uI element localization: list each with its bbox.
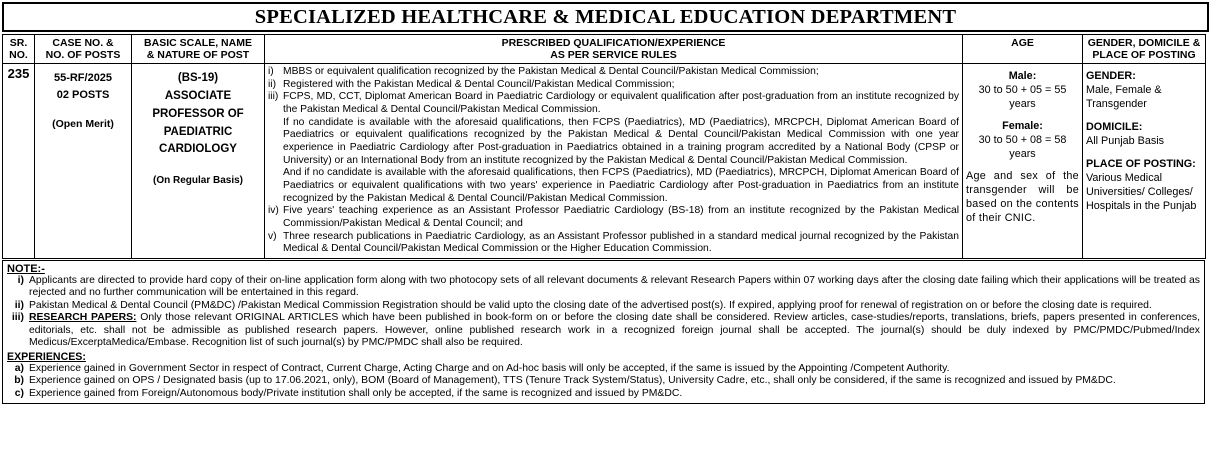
experience-marker: a) xyxy=(14,362,24,374)
post-name-line2: PROFESSOR OF xyxy=(152,107,244,120)
qualification-marker: ii) xyxy=(268,78,277,90)
post-details-table xyxy=(2,34,1206,259)
experience-item xyxy=(7,388,1200,400)
note-marker: iii) xyxy=(11,312,24,324)
qualification-item xyxy=(268,231,959,256)
cell-sr-no: 235 xyxy=(3,64,35,259)
experience-text: Experience gained in Government Sector in respect of Contract, Current Charge, Acting Charge and on Ad-hoc basis will only be accepted, if the same is issued by the Appointing /Competent Authority. xyxy=(29,362,950,374)
header-gender-line1: GENDER, DOMICILE & xyxy=(1087,37,1201,49)
age-male-label: Male: xyxy=(1008,70,1037,83)
qualification-item xyxy=(268,205,959,230)
note-item xyxy=(7,312,1200,349)
department-title: SPECIALIZED HEALTHCARE & MEDICAL EDUCATION DEPARTMENT xyxy=(254,5,957,28)
qualification-item xyxy=(268,66,959,79)
place-of-posting-label: PLACE OF POSTING: xyxy=(1086,158,1196,171)
place-of-posting-value: Various Medical Universities/ Colleges/ Hospitals in the Punjab xyxy=(1086,172,1197,213)
qualification-item xyxy=(268,79,959,92)
age-transgender-note: Age and sex of the transgender will be based on the contents of their CNIC. xyxy=(966,170,1079,225)
qualification-marker: iii) xyxy=(268,91,279,103)
post-name-line3: PAEDIATRIC xyxy=(163,125,233,138)
post-name-line4: CARDIOLOGY xyxy=(159,143,237,156)
case-number: 55-RF/2025 xyxy=(53,72,113,85)
qualification-item xyxy=(268,91,959,116)
header-basic-scale-line1: BASIC SCALE, NAME xyxy=(144,37,252,49)
post-name-line1: ASSOCIATE xyxy=(164,89,232,102)
qualification-marker: i) xyxy=(268,66,274,78)
experiences-title: EXPERIENCES: xyxy=(7,350,86,363)
header-sr-no xyxy=(3,35,35,64)
qualification-continuation: If no candidate is available with the aforesaid qualifications, then FCPS (Paediatrics), MD (Paediatrics), MRCPCH, Diplomat American Board of Paediatrics or equivalent qualifications recognized by the Pakistan Medical & Dental Council/Pakistan Medical Commission with one year experience in Paediatric Cardiology after Post-graduation in Paediatrics obtained in a training program accredited by a National Body (CPSP or University) or an International Body from an institute recognized by the Pakistan Medical & Dental Council/Pakistan Medical Commission. xyxy=(283,116,959,166)
header-gender-domicile xyxy=(1083,35,1206,64)
header-age-label: AGE xyxy=(1011,37,1034,49)
qualification-continuation: And if no candidate is available with the aforesaid qualifications, then FCPS (Paediatrics), MD (Paediatrics), MRCPCH, Diplomat American Board of Paediatrics or equivalent qualifications with two years' experience in Paediatric Cardiology after Post-graduation in Paediatrics from an institute recognized by the Pakistan Medical & Dental Council/Pakistan Medical Commission. xyxy=(283,167,959,204)
experience-text: Experience gained from Foreign/Autonomous body/Private institution shall only be accepted, if the same is recognized and issued by PM&DC. xyxy=(29,387,683,399)
gender-value: Male, Female & Transgender xyxy=(1086,84,1162,111)
domicile-value: All Punjab Basis xyxy=(1086,135,1165,148)
age-male-value: 30 to 50 + 05 = 55 years xyxy=(978,84,1067,111)
experience-marker: b) xyxy=(14,375,24,387)
cell-qualification xyxy=(265,64,963,259)
cell-gender-domicile-posting xyxy=(1083,64,1206,259)
experience-marker: c) xyxy=(14,387,24,399)
note-text: Only those relevant ORIGINAL ARTICLES which have been published in book-form on or before the closing date shall be considered. Review articles, case-studies/reports, translations, briefs, papers presented in conferences, editorials, etc. shall not be admissible as published research papers. However, online published research work in a recognized foreign journal shall be accepted. The journal(s) should be duly indexed by PMC/PMDC/Pubmed/Index Medicus/ExcerptaMedica/Embase. Recognition list of such journal(s) by PMC/PMDC shall also be required. xyxy=(29,312,1200,349)
research-papers-label: RESEARCH PAPERS: xyxy=(29,312,137,324)
basic-scale: (BS-19) xyxy=(177,72,219,85)
note-marker: i) xyxy=(17,274,24,286)
header-basic-scale xyxy=(132,35,265,64)
header-qualification-line1: PRESCRIBED QUALIFICATION/EXPERIENCE xyxy=(501,37,726,49)
age-female-label: Female: xyxy=(1002,120,1043,133)
table-header-row xyxy=(3,35,1206,64)
number-of-posts: 02 POSTS xyxy=(56,88,110,101)
cell-age xyxy=(963,64,1083,259)
nature-of-post: (On Regular Basis) xyxy=(152,175,244,187)
notes-section xyxy=(2,260,1205,404)
domicile-label: DOMICILE: xyxy=(1086,121,1143,134)
qualification-text: MBBS or equivalent qualification recognized by the Pakistan Medical & Dental Council/Pakistan Medical Commission; xyxy=(283,66,819,78)
notes-title: NOTE:- xyxy=(7,262,45,275)
note-text: Pakistan Medical & Dental Council (PM&DC) /Pakistan Medical Commission Registration should be valid upto the closing date of the advertised post(s). If expired, applying proof for renewal of registration on or before the closing date is required. xyxy=(29,299,1152,311)
experience-item xyxy=(7,375,1200,387)
header-qualification-line2: AS PER SERVICE RULES xyxy=(550,49,677,62)
header-case-no-line1: CASE NO. & xyxy=(52,37,114,49)
header-case-no xyxy=(35,35,132,64)
header-sr-no-line1: SR. xyxy=(9,37,28,49)
experience-text: Experience gained on OPS / Designated basis (up to 17.06.2021, only), BOM (Board of Management), TTS (Tenure Track System/Status), University Cadre, etc., shall only be considered, if the same is recognized and issued by PM&DC. xyxy=(29,375,1116,387)
header-qualification xyxy=(265,35,963,64)
department-banner xyxy=(2,2,1209,32)
note-item xyxy=(7,300,1200,312)
experience-item xyxy=(7,363,1200,375)
table-row xyxy=(3,64,1206,259)
cell-case-no xyxy=(35,64,132,259)
gender-label: GENDER: xyxy=(1086,70,1136,83)
note-text: Applicants are directed to provide hard copy of their on-line application form along with two photocopy sets of all relevant documents & relevant Research Papers within 07 working days after the closing date failing which their applications will be treated as rejected and no further communication will be entertained in this regard. xyxy=(29,274,1200,299)
age-female-value: 30 to 50 + 08 = 58 years xyxy=(978,134,1067,161)
merit-type: (Open Merit) xyxy=(52,118,114,131)
advertisement-page xyxy=(0,2,1211,455)
header-case-no-line2: NO. OF POSTS xyxy=(45,49,121,62)
header-sr-no-line2: NO. xyxy=(9,49,28,62)
note-marker: ii) xyxy=(14,299,24,311)
header-age xyxy=(963,35,1083,64)
qualification-text: Three research publications in Paediatric Cardiology, as an Assistant Professor published in a standard medical journal recognized by the Pakistan Medical & Dental Council/Pakistan Medical Commission or the Higher Education Commission. xyxy=(283,230,959,255)
cell-scale-post xyxy=(132,64,265,259)
qualification-text: Registered with the Pakistan Medical & Dental Council/Pakistan Medical Commission; xyxy=(283,78,675,90)
qualification-text: FCPS, MD, CCT, Diplomat American Board in Paediatric Cardiology or equivalent qualification after post-graduation from an institute recognized by the Pakistan Medical & Dental Council/Pakistan Medical Commission. xyxy=(283,91,959,116)
header-gender-line2: PLACE OF POSTING xyxy=(1092,49,1196,62)
qualification-marker: v) xyxy=(268,230,277,242)
qualification-text: Five years' teaching experience as an Assistant Professor Paediatric Cardiology (BS-18) from an institute recognized by the Pakistan Medical Commission/Pakistan Medical & Dental Council; and xyxy=(283,205,959,229)
note-item xyxy=(7,275,1200,300)
header-basic-scale-line2: & NATURE OF POST xyxy=(146,49,250,62)
qualification-marker: iv) xyxy=(268,205,279,217)
